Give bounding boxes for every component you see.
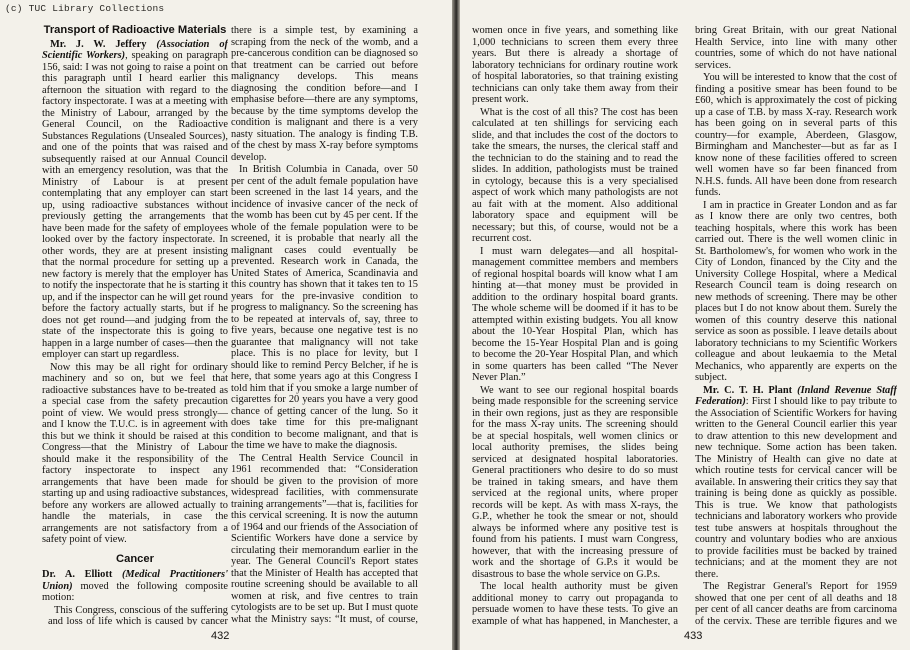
- paragraph: I am in practice in Greater London and as far as I know there are only two centres, both teaching hospitals, where this work has been carried out. There is the well women clinic in St. Bartholomew's, for women who work in the City of London, financed by the City and the University College Hospital, where a Medical Research Council team is doing research on new methods of screening. There may be other places but I do not know about them. Surely the women of this country deserve this national service as soon as possible. I leave details about laboratory technicians to my Scientific Workers colleague and about leukaemia to the Metal Mechanics, who apparently are experts on the subject.: [695, 199, 897, 383]
- speaker-affiliation: (Inland Revenue Staff Federation): [695, 384, 897, 407]
- heading-cancer: Cancer: [116, 552, 154, 565]
- paragraph: The local health authority must be given additional money to carry out propaganda to persuade women to have these tests. To give an example of what has happened, in Manchester, a: [472, 581, 678, 625]
- motion-paragraph: This Congress, conscious of the suffering and loss of life which is caused by cancer: [48, 604, 228, 625]
- paragraph: Now this may be all right for ordinary machinery and so on, but we feel that radioactive substances have to be-treated as a special case from the safety precaution point of view. We would press strongly—and I know the T.U.C. is in agreement with this but we think it should be raised at this Congress—that the Ministry of Labour should make it the responsibility of the factory inspectorate to inspect any arrangements that have been made for starting up and using radioactive substances, before any workers are allowed actually to handle the materials, in case the arrangements are not satisfactory from a safety point of view.: [42, 361, 228, 545]
- speaker-affiliation: (Association of Scientific Workers): [42, 38, 228, 61]
- paragraph: bring Great Britain, with our great National Health Service, into line with many other countries, some of which do not have national services.: [695, 25, 897, 71]
- left-page: [0, 0, 452, 650]
- page-number: 432: [211, 630, 230, 642]
- page-number: 433: [684, 630, 703, 642]
- paragraph: What is the cost of all this? The cost has been calculated at ten shillings for servicing each slide, and that includes the cost of the doctors to take the smears, the nurses, the clerical staff and the technician to do the staining and to read the slides. In addition, pathologists must be trained in cytology, because this is a very specialised aspect of work which many pathologists are not au fait with at the moment. Also additional laboratory space and equipment will be necessary; but this, of course, would not be a recurrent cost.: [472, 106, 678, 244]
- paragraph: The Registrar General's Report for 1959 showed that one per cent of all deaths and 18 per cent of all cancer deaths are from carcinoma of the cervix. These are terrible figures and we: [695, 581, 897, 625]
- paragraph-text: moved the following composite motion:: [42, 580, 228, 603]
- right-page: [460, 0, 910, 650]
- heading-transport: Transport of Radioactive Materials: [43, 25, 227, 36]
- watermark: (c) TUC Library Collections: [5, 3, 165, 14]
- speaker-name: Mr. C. T. H. Plant: [703, 384, 793, 396]
- speaker-name: Mr. J. W. Jeffery: [50, 38, 147, 50]
- left-column-2: [231, 25, 418, 625]
- right-column-2: [695, 25, 897, 625]
- right-column-1: [472, 25, 678, 625]
- paragraph: I must warn delegates—and all hospital-management committee members and members of regional hospital boards will know what I am hinting at—that money must be provided in addition to the ordinary hospital board grants. The whole scheme will be doomed if it has to be attempted within existing budgets. You all know about the 10-Year Hospital Plan, which has become the 15-Year Hospital Plan and is going to become the 20-Year Hospital Plan, and which in some quarters has been called “The Never Never Plan.”: [472, 245, 678, 383]
- paragraph: there is a simple test, by examining a scraping from the neck of the womb, and a pre-cancerous condition can be diagnosed so that treatment can be carried out before malignancy develops. This means diagnosing the condition before—and I emphasise before—there are any symptoms, because by the time symptoms develop the condition is malignant and there is a very nasty situation. The analogy is finding T.B. of the chest by mass X-ray before symptoms develop.: [231, 25, 418, 163]
- paragraph: [42, 569, 228, 604]
- speaker-affiliation: (Medical Practitioners' Union): [42, 569, 228, 592]
- paragraph: You will be interested to know that the cost of finding a positive smear has been found to be £60, which is approximately the cost of picking up a case of T.B. by mass X-ray. Research work has been going on in several parts of this country—for example, Aberdeen, Glasgow, Birmingham and Manchester—but as far as I know none of these facilities offered to screen well women have so far been financed from N.H.S. funds. All have been done from research funds.: [695, 72, 897, 198]
- paragraph: [42, 39, 228, 361]
- paragraph: women once in five years, and something like 1,000 technicians to screen them every three years. But there is already a shortage of laboratory technicians for ordinary routine work of hospital laboratories, so that training existing technicians can only take them away from their present work.: [472, 25, 678, 105]
- paragraph: In British Columbia in Canada, over 50 per cent of the adult female population have been screened in the last 14 years, and the incidence of invasive cancer of the neck of the womb has been cut by 45 per cent. If the whole of the female population were to be screened, it is probable that nearly all the malignant cases could eventually be prevented. Research work in Canada, the United States of America, Scandinavia and this country has shown that it takes ten to 15 years for the pre-invasive condition to progress to malignancy. So the screening has to be repeated at intervals of, say, three to five years, because one negative test is no guarantee that malignancy will not take place. This is no place for levity, but I should like to remind Percy Belcher, if he is here, that some years ago at this Congress I told him that if you smoke a large number of cigarettes for 20 years you have a very good chance of getting cancer of the lung. So it does take time for this pre-malignant condition to become malignant, and that is the time we have to make the diagnosis.: [231, 164, 418, 451]
- paragraph-text: , speaking on paragraph 156, said: I was not going to raise a point on this paragraph until I heard earlier this afternoon the situation with regard to the factory inspectorate. I was at a meeting with the Ministry of Labour, arranged by the General Council, on the Radioactive Substances Regulations (Unsealed Sources), and one of the points that was raised and subsequently raised at our Annual Council with an emergency resolution, was that the Ministry of Labour is at present contemplating that any employer can start up, using radioactive substances without previously getting the arrangements that have been made for the safety of employees looked over by the factory inspectorate. In other words, they are at present insisting that the normal procedure for setting up a new factory is merely that the employer has to notify the inspectorate that he is starting it up, and if the inspector can he will get round before the factory actually starts, but if he does not get round—and judging from the state of the inspectorate this is going to happen in a large number of cases—then the employer can start up regardless.: [42, 50, 228, 360]
- paragraph: The Central Health Service Council in 1961 recommended that: “Consideration should be given to the provision of more widespread facilities, with commensurate training arrangements”—that is, facilities for this cervical screening. It is now the autumn of 1964 and our friends of the Association of Scientific Workers have done a service by circulating their memorandum earlier in the year. The General Council's Report states that the Minister of Health has accepted that routine screening should be available to all women at risk, and five centres to train cytologists are to be set up. But I must quote what the Ministry says: “It must, of course,: [231, 452, 418, 625]
- paragraph: [695, 385, 897, 581]
- paragraph: We want to see our regional hospital boards being made responsible for the screening service in their own regions, just as they are responsible for the mass X-ray units. The screening should be at special hospitals, well women clinics or local authority premises, the slides being serviced at designated hospital laboratories. General practitioners who desire to do so must be trained in taking smears, and have them serviced at the regional units, where proper records will be kept. As with mass X-rays, the G.P., whether he took the smear or not, should always be informed where any positive test is found from his patients. I must warn Congress, however, that with the increasing pressure of work and the shortage of G.P.s it would be disastrous to base the whole service on G.P.s.: [472, 384, 678, 580]
- composite-motion: [42, 605, 228, 626]
- book-gutter: [452, 0, 460, 650]
- paragraph-text: : First I should like to pay tribute to the Association of Scientific Workers for having written to the General Council earlier this year to draw attention to this new development and new technique. Some action has been taken. The Ministry of Health can give no date at which routine tests for cervical cancer will be available. In answering their critics they say that training is being done as quickly as possible. This is true. We know that pathologists technicians and laboratory workers who provide test tube answers at hospitals throughout the country and voluntary bodies who are anxious to provide facilities must be backed by trained technicians; and at the moment they are not there.: [695, 396, 897, 580]
- speaker-name: Dr. A. Elliott: [42, 569, 113, 580]
- left-column-1: [42, 25, 228, 625]
